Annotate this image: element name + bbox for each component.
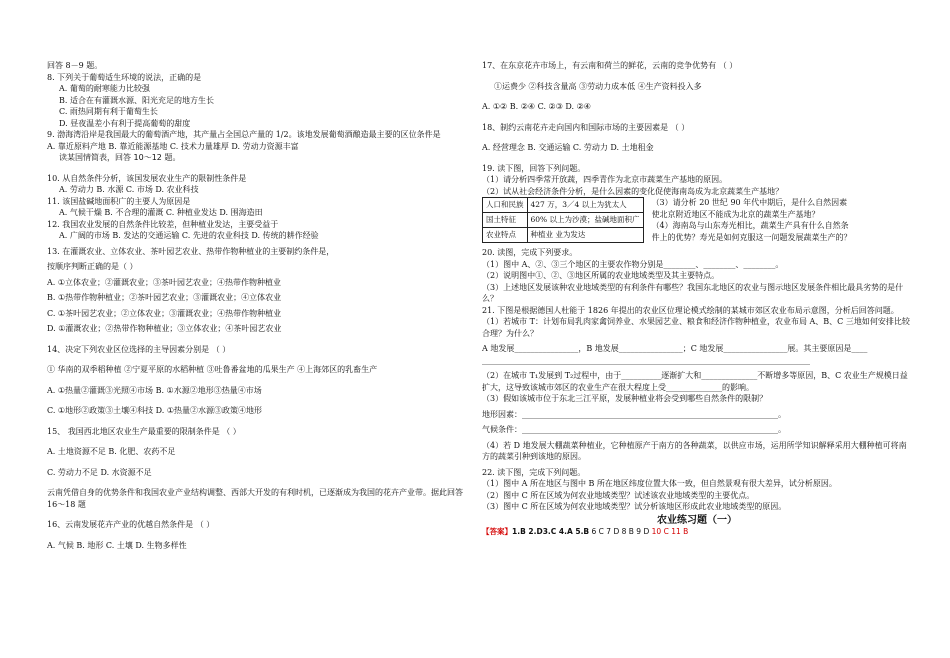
question-line: A. 气候 B. 地形 C. 土壤 D. 生物多样性 [47,540,187,550]
question-line: （2）在城市 T₁发展到 T₂过程中，由于__________逐渐扩大和______________不断增多等原因，B、C 农业生产规模日益扩大，这导致该城市郊区的农业生产在很大程度上受______________的影响。 [482,371,908,392]
question-line: （1）请分析四季常开放蔬，四季青作为北京市蔬菜生产基地的原因。 [482,175,728,184]
question-line: 19. 读下图，回答下列问题。 [482,163,586,173]
question-line: 8. 下列关于葡萄适生环境的说法，正确的是 [47,72,202,82]
table-key-cell: 农业特点 [483,228,528,243]
question-line: 地形因素：________________________________________________________________。 [482,409,786,419]
question-line: 21. 下图是根据德国人杜能于 1826 年提出的农业区位理论模式绘制的某城市郊区农业布局示意图，分析后回答问题。 [482,305,899,315]
question-line: 按顺序判断正确的是（ ） [47,262,138,271]
question-line: 12. 我国农业发展的自然条件比较差，但种植业发达，主要受益于 [47,219,279,229]
question-line: C. 雨热同期有利于葡萄生长 [59,107,158,116]
question-line: B. ①热带作物种植业；②茶叶园艺农业；③灌溉农业；④立体农业 [47,293,282,302]
right-column [482,60,912,538]
country-info-table [482,197,644,243]
question-line: （2）试从社会经济条件分析，是什么因素的变化促使海南岛成为北京蔬菜生产基地？ [482,186,784,196]
question-line: （3）上述地区发展该种农业地域类型的有利条件有哪些？我国东北地区的农业与图示地区发展条件相比最具劣势的是什么？ [482,282,904,303]
answer-black: 6 C 7 D 8 B 9 D [591,527,650,536]
table-value-cell: 种植业 业为发达 [527,228,643,243]
question-line: A. 劳动力 B. 水源 C. 市场 D. 农业科技 [59,185,199,194]
question-line: 云南凭借自身的优势条件和我国农业产业结构调整、西部大开发的有利时机，已逐渐成为我国的花卉产业带。据此回答 16～18 题 [47,488,463,509]
question-line: A. 气候干燥 B. 不合理的灌溉 C. 种植业发达 D. 围海造田 [59,208,263,217]
left-column [47,60,467,551]
table-key-cell: 国土特征 [483,213,528,228]
question-line: （1）图中 A、②、③三个地区的主要农作物分别是________、________、________。 [482,259,784,269]
answer-bold: 1.B 2.D3.C 4.A 5.B [512,527,590,536]
question-line: C. ①地形②政策③土壤④科技 D. ①热量②水源③政策④地形 [47,406,263,415]
q19-side-questions: （3）请分析 20 世纪 90 年代中期后，是什么自然因素使北京附近地区不能成为北京的蔬菜生产基地？ （4）海南岛与山东寿光相比，蔬菜生产具有什么自然条件上的优势？寿光是如何克服这一问题发展蔬菜生产的？ [651,198,852,242]
question-line: （2）图中 C 所在区域为何农业地域类型？试述该农业地域类型的主要优点。 [482,490,755,500]
question-line: B. 适合在有灌溉水源、阳光充足的地方生长 [59,95,214,105]
question-line: __________________________________________________________________________________ [482,355,810,365]
question-line: ① 华南的双季稻种植 ②宁夏平原的水稻种植 ③吐鲁番盆地的瓜果生产 ④上海郊区的乳畜生产 [47,365,378,374]
question-line: ①运费少 ②科技含量高 ③劳动力成本低 ④生产资料投入多 [494,81,702,91]
question-line: 17、在东京花卉市场上，有云南和荷兰的鲜花，云南的竞争优势有 （ ） [482,61,738,70]
table-row [483,198,644,213]
question-line: （1）若城市 T：计划布局乳肉家禽饲养业、水果园艺业、粮食和经济作物种植业，农业布局 A、B、C 三地如何安排比较合理？为什么？ [482,317,910,338]
right-top-questions [482,60,912,197]
question-line: 10. 从自然条件分析，该国发展农业生产的限制性条件是 [47,173,247,183]
table-value-cell: 427 万，3／4 以上为犹太人 [527,198,643,213]
answer-label: 【答案】 [482,527,512,536]
question-line: 9. 渤海湾沿岸是我国最大的葡萄酒产地，其产量占全国总产量的 1/2。该地发展葡萄酒酿造最主要的区位条件是 [47,130,441,139]
q19-block [482,197,912,243]
question-line: 15、 我国西北地区农业生产最重要的限制条件是 （ ） [47,426,241,436]
table-key-cell: 人口和民族 [483,198,528,213]
question-line: （1）图中 A 所在地区与图中 B 所在地区纬度位置大体一致，但自然景观有很大差异，试分析原因。 [482,479,837,488]
question-line: 22. 读下图，完成下列问题。 [482,467,586,477]
question-line: 读某国情简表，回答 10～12 题。 [59,153,181,162]
question-line: 13. 在灌溉农业、立体农业、茶叶园艺农业、热带作物种植业的主要制约条件是， [47,246,335,256]
table-value-cell: 60% 以上为沙漠；盐碱地面积广 [527,213,643,228]
question-line: 气候条件：________________________________________________________________。 [482,425,786,434]
question-line: A. 土地资源不足 B. 化肥、农药不足 [47,447,176,456]
question-line: 14、决定下列农业区位选择的主导因素分别是 （ ） [47,344,231,354]
question-line: 20. 读图，完成下列要求。 [482,248,578,257]
question-line: （4）若 D 地发展大棚蔬菜种植业，它种植原产于南方的各种蔬菜，以供应市场，运用所学知识解释采用大棚种植可将南方的蔬菜引种到该地的原因。 [482,440,907,461]
table-row [483,228,644,243]
question-line: （3）图中 C 所在区域为何农业地域类型？试分析该地区形成此农业地域类型的原因。 [482,502,787,511]
question-line: A. ①立体农业；②灌溉农业；③茶叶园艺农业；④热带作物种植业 [47,277,282,287]
question-line: 11. 该国盐碱地面积广的主要人为原因是 [47,196,191,206]
table-row [483,213,644,228]
question-line: D. ①灌溉农业；②热带作物种植业；③立体农业；④茶叶园艺农业 [47,324,282,333]
question-line: A. 广阔的市场 B. 发达的交通运输 C. 先进的农业科技 D. 传统的耕作经验 [59,231,319,240]
section-title: 农业练习题（一） [657,514,737,526]
question-line: （3）假如该城市位于东北三江平原，发展种植业将会受到哪些自然条件的限制？ [482,394,768,403]
question-line: C. ①茶叶园艺农业；②立体农业；③灌溉农业；④热带作物种植业 [47,308,282,318]
right-bottom-questions [482,247,912,513]
question-line: A 地发展________________，B 地发展________________；C 地发展________________展。其主要原因是____ [482,344,868,353]
question-line: A. 葡萄的耐寒能力比较强 [59,84,150,93]
question-line: 16、云南发展花卉产业的优越自然条件是 （ ） [47,520,215,529]
question-line: A. 经营理念 B. 交通运输 C. 劳动力 D. 土地租金 [482,143,654,152]
question-line: D. 昼夜温差小有利于提高葡萄的甜度 [59,118,191,128]
answer-key [482,526,912,538]
answer-red-tail: 10 C 11 B [651,527,689,536]
question-line: A. ①② B. ②④ C. ②③ D. ②④ [482,102,591,111]
question-line: 18、制约云南花卉走向国内和国际市场的主要因素是 （ ） [482,122,690,132]
question-line: 回答 8－9 题。 [47,61,103,70]
question-line: C. 劳动力不足 D. 水资源不足 [47,467,152,477]
question-line: A. ①热量②灌溉③光照④市场 B. ①水源②地形③热量④市场 [47,385,262,395]
question-line: （2）说明图中①、②、③地区所属的农业地域类型及其主要特点。 [482,271,720,280]
question-line: A. 靠近原料产地 B. 靠近能源基地 C. 技术力量雄厚 D. 劳动力资源丰富 [47,141,299,151]
